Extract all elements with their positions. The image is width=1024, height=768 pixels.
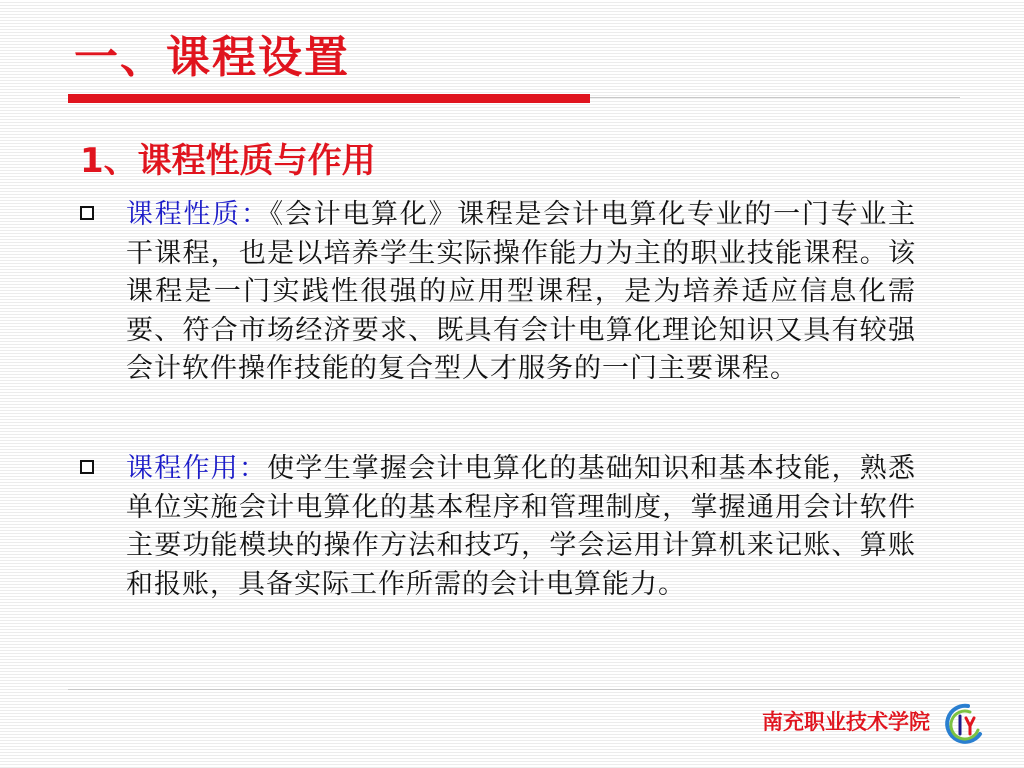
- square-bullet-icon: [80, 206, 94, 220]
- bullet-paragraph: [126, 450, 916, 604]
- bullet-paragraph: [126, 196, 916, 389]
- bullet-body-text: 《会计电算化》课程是会计电算化专业的一门专业主干课程，也是以培养学生实际操作能力为主的职业技能课程。该课程是一门实践性很强的应用型课程，是为培养适应信息化需要、符合市场经济要求、既具有会计电算化理论知识又具有较强会计软件操作技能的复合型人才服务的一门主要课程。: [126, 199, 917, 384]
- footer-school-name: 南充职业技术学院: [762, 709, 930, 734]
- bullet-body-text: 使学生掌握会计电算化的基础知识和基本技能，熟悉单位实施会计电算化的基本程序和管理制度，掌握通用会计软件主要功能模块的操作方法和技巧，学会运用计算机来记账、算账和报账，具备实际工作所需的会计电算能力。: [126, 453, 917, 600]
- school-logo-icon: [940, 700, 988, 748]
- square-bullet-icon: [80, 460, 94, 474]
- bullet-lead-label: 课程性质：: [126, 199, 270, 230]
- bullet-lead-label: 课程作用：: [126, 453, 268, 484]
- footer-divider: [68, 689, 960, 690]
- slide-title: 一、课程设置: [74, 32, 350, 83]
- title-divider: [590, 97, 960, 98]
- title-underline: [68, 94, 590, 103]
- section-heading: 1、课程性质与作用: [80, 141, 376, 181]
